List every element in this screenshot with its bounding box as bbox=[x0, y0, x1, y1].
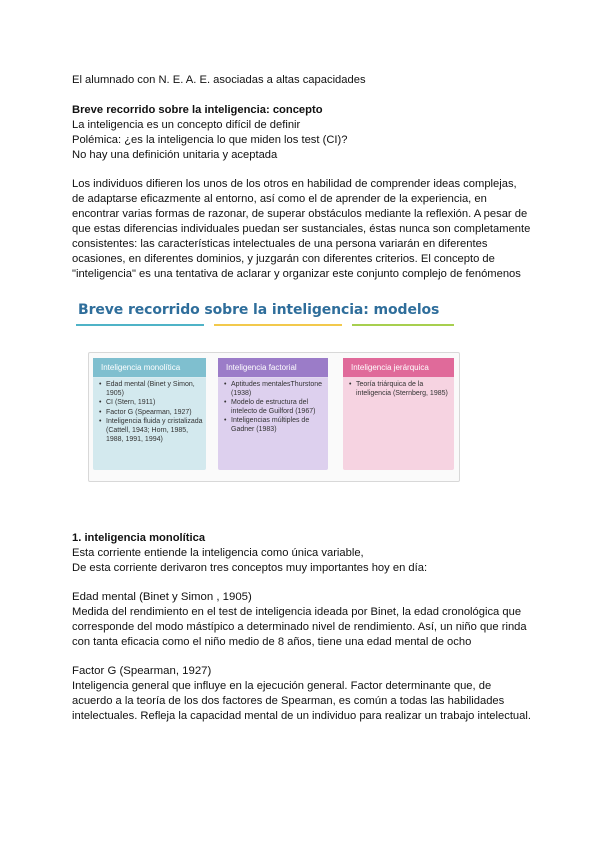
column-item: • Inteligencia fluida y cristalizada (Cattell, 1943; Horn, 1985, 1988, 1991, 1994) bbox=[99, 418, 203, 444]
column-monolitica bbox=[93, 358, 206, 470]
slide-underline bbox=[214, 324, 342, 326]
slide-underline bbox=[352, 324, 454, 326]
edad-mental-line: con tanta eficacia como el niño medio de 8 años, tiene una edad mental de ocho bbox=[72, 636, 472, 648]
paragraph-line: ocasiones, en diferentes dominios, y juzgarán con diferentes criterios. El concepto de bbox=[72, 253, 495, 265]
column-item: • Aptitudes mentalesThurstone (1938) bbox=[224, 381, 325, 398]
paragraph-line: "inteligencia" es una tentativa de aclarar y organizar este conjunto complejo de fenómenos bbox=[72, 268, 521, 280]
concept-heading: Breve recorrido sobre la inteligencia: concepto bbox=[72, 104, 323, 116]
factor-g-title: Factor G (Spearman, 1927) bbox=[72, 665, 212, 677]
column-title: Inteligencia monolítica bbox=[93, 358, 206, 378]
edad-mental-title: Edad mental (Binet y Simon , 1905) bbox=[72, 591, 252, 603]
column-title: Inteligencia jerárquica bbox=[343, 358, 454, 378]
paragraph-line: consistentes: las características intelectuales de una persona variarán en diferentes bbox=[72, 238, 488, 250]
paragraph-line: encontrar varias formas de razonar, de superar obstáculos mediante la reflexión. A pesar de bbox=[72, 208, 528, 220]
column-item: • Factor G (Spearman, 1927) bbox=[99, 409, 203, 418]
intro-line: La inteligencia es un concepto difícil de definir bbox=[72, 119, 301, 131]
intro-line: No hay una definición unitaria y aceptada bbox=[72, 149, 278, 161]
section-line: De esta corriente derivaron tres conceptos muy importantes hoy en día: bbox=[72, 562, 428, 574]
factor-g-line: Inteligencia general que influye en la ejecución general. Factor determinante que, de bbox=[72, 680, 492, 692]
column-title: Inteligencia factorial bbox=[218, 358, 328, 378]
column-list bbox=[224, 381, 325, 436]
column-jerarquica bbox=[343, 358, 454, 470]
paragraph-line: Los individuos difieren los unos de los otros en habilidad de comprender ideas complejas, bbox=[72, 178, 517, 190]
edad-mental-line: Medida del rendimiento en el test de inteligencia ideada por Binet, la edad cronológica que bbox=[72, 606, 522, 618]
column-item: • CI (Stern, 1911) bbox=[99, 399, 203, 408]
section-heading: 1. inteligencia monolítica bbox=[72, 532, 206, 544]
column-factorial bbox=[218, 358, 328, 470]
edad-mental-line: corresponde del modo mástípico a determinado nivel de rendimiento. Así, un niño que rinda bbox=[72, 621, 527, 633]
column-list bbox=[349, 381, 451, 399]
slide-underline bbox=[76, 324, 204, 326]
intro-line: Polémica: ¿es la inteligencia lo que miden los test (CI)? bbox=[72, 134, 348, 146]
paragraph-line: que estas diferencias individuales puedan ser sustanciales, éstas nunca son completamente bbox=[72, 223, 531, 235]
section-line: Esta corriente entiende la inteligencia como única variable, bbox=[72, 547, 364, 559]
column-item: • Edad mental (Binet y Simon, 1905) bbox=[99, 381, 203, 398]
paragraph-line: de adaptarse eficazmente al entorno, así como el de aprender de la experiencia, en bbox=[72, 193, 487, 205]
document-header: El alumnado con N. E. A. E. asociadas a altas capacidades bbox=[72, 74, 366, 86]
factor-g-line: acuerdo a la teoría de los dos factores de Spearman, es común a todas las habilidades bbox=[72, 695, 505, 707]
column-item: • Teoría triárquica de la inteligencia (Sternberg, 1985) bbox=[349, 381, 451, 398]
factor-g-line: intelectuales. Refleja la capacidad mental de un individuo para realizar un trabajo intelectual. bbox=[72, 710, 531, 722]
column-item: • Inteligencias múltiples de Gadner (1983) bbox=[224, 417, 325, 434]
slide-title: Breve recorrido sobre la inteligencia: modelos bbox=[78, 302, 440, 318]
column-list bbox=[99, 381, 203, 445]
models-slide bbox=[62, 292, 470, 486]
column-item: • Modelo de estructura del intelecto de Guilford (1967) bbox=[224, 399, 325, 416]
